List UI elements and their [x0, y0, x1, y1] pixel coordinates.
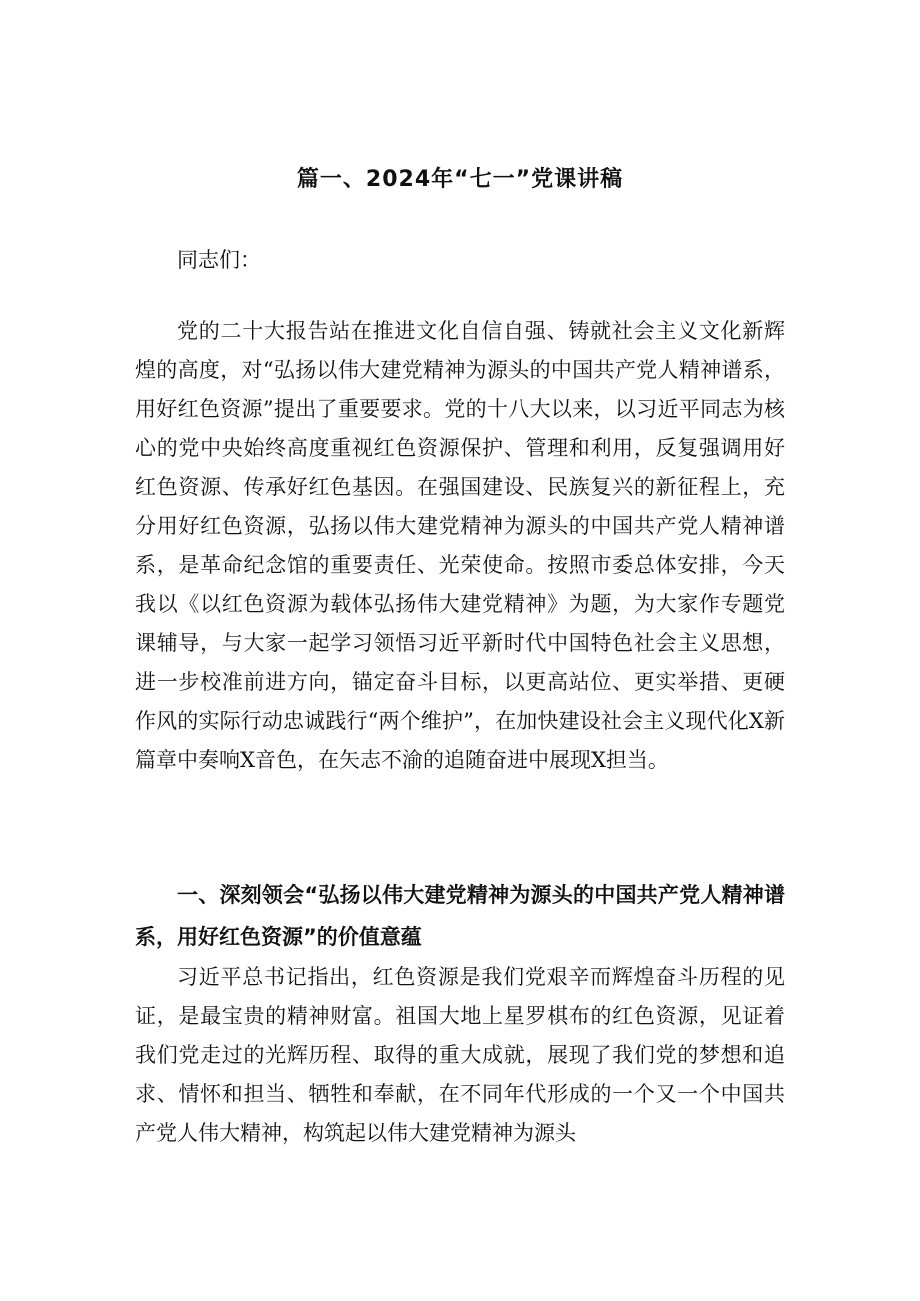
document-title: 篇一、2024年“七一”党课讲稿: [296, 167, 624, 192]
section-heading-1: 一、深刻领会“弘扬以伟大建党精神为源头的中国共产党人精神谱系，用好红色资源”的价值意蕴: [135, 883, 785, 949]
salutation: 同志们：: [177, 248, 261, 272]
paragraph-section-1: 习近平总书记指出，红色资源是我们党艰辛而辉煌奋斗历程的见证，是最宝贵的精神财富。祖国大地上星罗棋布的红色资源，见证着我们党走过的光辉历程、取得的重大成就，展现了我们党的梦想和追求、情怀和担当、牺牲和奉献，在不同年代形成的一个又一个中国共产党人伟大精神，构筑起以伟大建党精神为源头: [135, 965, 785, 1145]
paragraph-intro: 党的二十大报告站在推进文化自信自强、铸就社会主义文化新辉煌的高度，对“弘扬以伟大建党精神为源头的中国共产党人精神谱系，用好红色资源”提出了重要要求。党的十八大以来，以习近平同志为核心的党中央始终高度重视红色资源保护、管理和利用，反复强调用好红色资源、传承好红色基因。在强国建设、民族复兴的新征程上，充分用好红色资源，弘扬以伟大建党精神为源头的中国共产党人精神谱系，是革命纪念馆的重要责任、光荣使命。按照市委总体安排，今天我以《以红色资源为载体弘扬伟大建党精神》为题，为大家作专题党课辅导，与大家一起学习领悟习近平新时代中国特色社会主义思想，进一步校准前进方向，锚定奋斗目标，以更高站位、更实举措、更硬作风的实际行动忠诚践行“两个维护”，在加快建设社会主义现代化X新篇章中奏响X音色，在矢志不渝的追随奋进中展现X担当。: [135, 319, 785, 772]
